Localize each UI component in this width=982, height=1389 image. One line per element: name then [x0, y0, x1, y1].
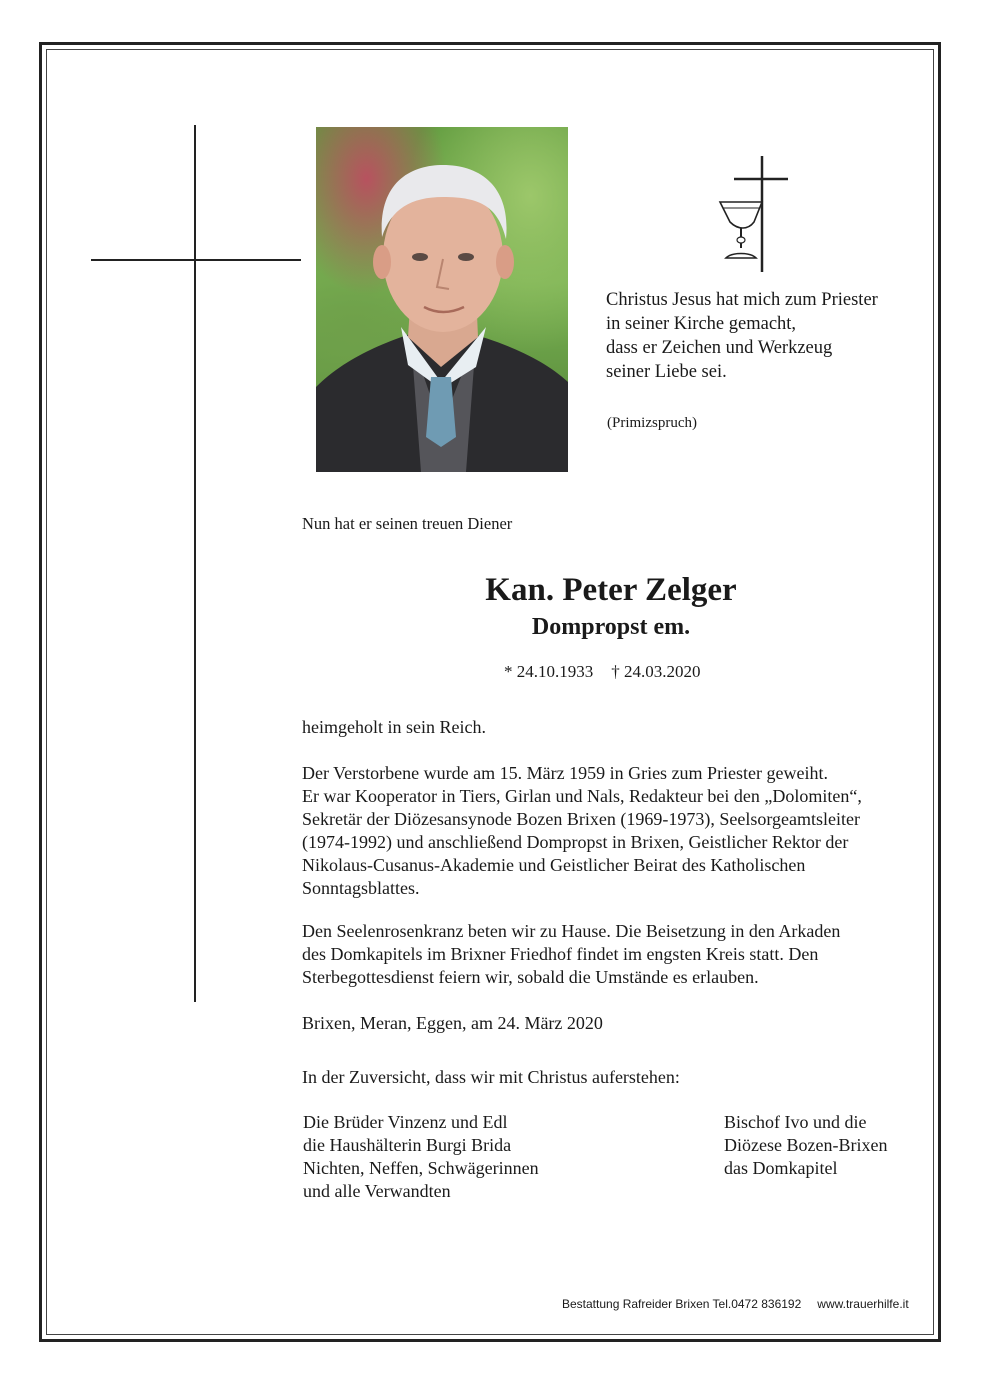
place-date: Brixen, Meran, Eggen, am 24. März 2020 [302, 1013, 603, 1033]
deceased-name: Kan. Peter Zelger [485, 572, 737, 608]
footer [562, 1296, 909, 1312]
death-date: † 24.03.2020 [611, 662, 701, 681]
cross-horizontal-bar [91, 259, 301, 261]
website-text: www.trauerhilfe.it [817, 1297, 909, 1311]
biography-paragraph [302, 762, 862, 900]
home-text: heimgeholt in sein Reich. [302, 717, 486, 737]
motto-line: Christus Jesus hat mich zum Priester [606, 290, 878, 310]
mourner-line: Nichten, Neffen, Schwägerinnen [303, 1158, 539, 1178]
portrait-photo [316, 127, 568, 472]
rosary-line: des Domkapitels im Brixner Friedhof findet im engsten Kreis statt. Den [302, 944, 819, 964]
hope-text: In der Zuversicht, dass wir mit Christus auferstehen: [302, 1067, 680, 1087]
birth-date: * 24.10.1933 [504, 662, 594, 681]
biography-line: Der Verstorbene wurde am 15. März 1959 in Gries zum Priester geweiht. [302, 763, 829, 783]
mourners-church [724, 1111, 887, 1180]
mourner-line: Diözese Bozen-Brixen [724, 1135, 888, 1155]
biography-line: Sonntagsblattes. [302, 878, 420, 898]
mourner-line: die Haushälterin Burgi Brida [303, 1135, 512, 1155]
mourner-line: Die Brüder Vinzenz und Edl [303, 1112, 508, 1132]
mourners-family [303, 1111, 539, 1203]
biography-line: (1974-1992) und anschließend Dompropst in Brixen, Geistlicher Rektor der [302, 832, 849, 852]
motto-line: in seiner Kirche gemacht, [606, 314, 797, 334]
cross-vertical-bar [194, 125, 196, 1002]
deceased-title: Dompropst em. [531, 614, 691, 640]
life-dates [504, 660, 719, 683]
biography-line: Nikolaus-Cusanus-Akademie und Geistlicher Beirat des Katholischen [302, 855, 806, 875]
rosary-paragraph [302, 920, 840, 989]
rosary-line: Sterbegottesdienst feiern wir, sobald die Umstände es erlauben. [302, 967, 759, 987]
undertaker-info: Bestattung Rafreider Brixen Tel.0472 836192 [562, 1297, 802, 1311]
biography-line: Er war Kooperator in Tiers, Girlan und Nals, Redakteur bei den „Dolomiten“, [302, 786, 862, 806]
motto-line: dass er Zeichen und Werkzeug [606, 338, 833, 358]
motto-line: seiner Liebe sei. [606, 362, 727, 382]
biography-line: Sekretär der Diözesansynode Bozen Brixen (1969-1973), Seelsorgeamtsleiter [302, 809, 860, 829]
rosary-line: Den Seelenrosenkranz beten wir zu Hause. Die Beisetzung in den Arkaden [302, 921, 841, 941]
intro-text: Nun hat er seinen treuen Diener [302, 514, 513, 533]
motto [606, 288, 878, 384]
chalice-cross-icon [718, 156, 790, 274]
mourner-line: und alle Verwandten [303, 1181, 451, 1201]
mourner-line: Bischof Ivo und die [724, 1112, 867, 1132]
mourner-line: das Domkapitel [724, 1158, 838, 1178]
motto-source: (Primizspruch) [607, 415, 697, 431]
